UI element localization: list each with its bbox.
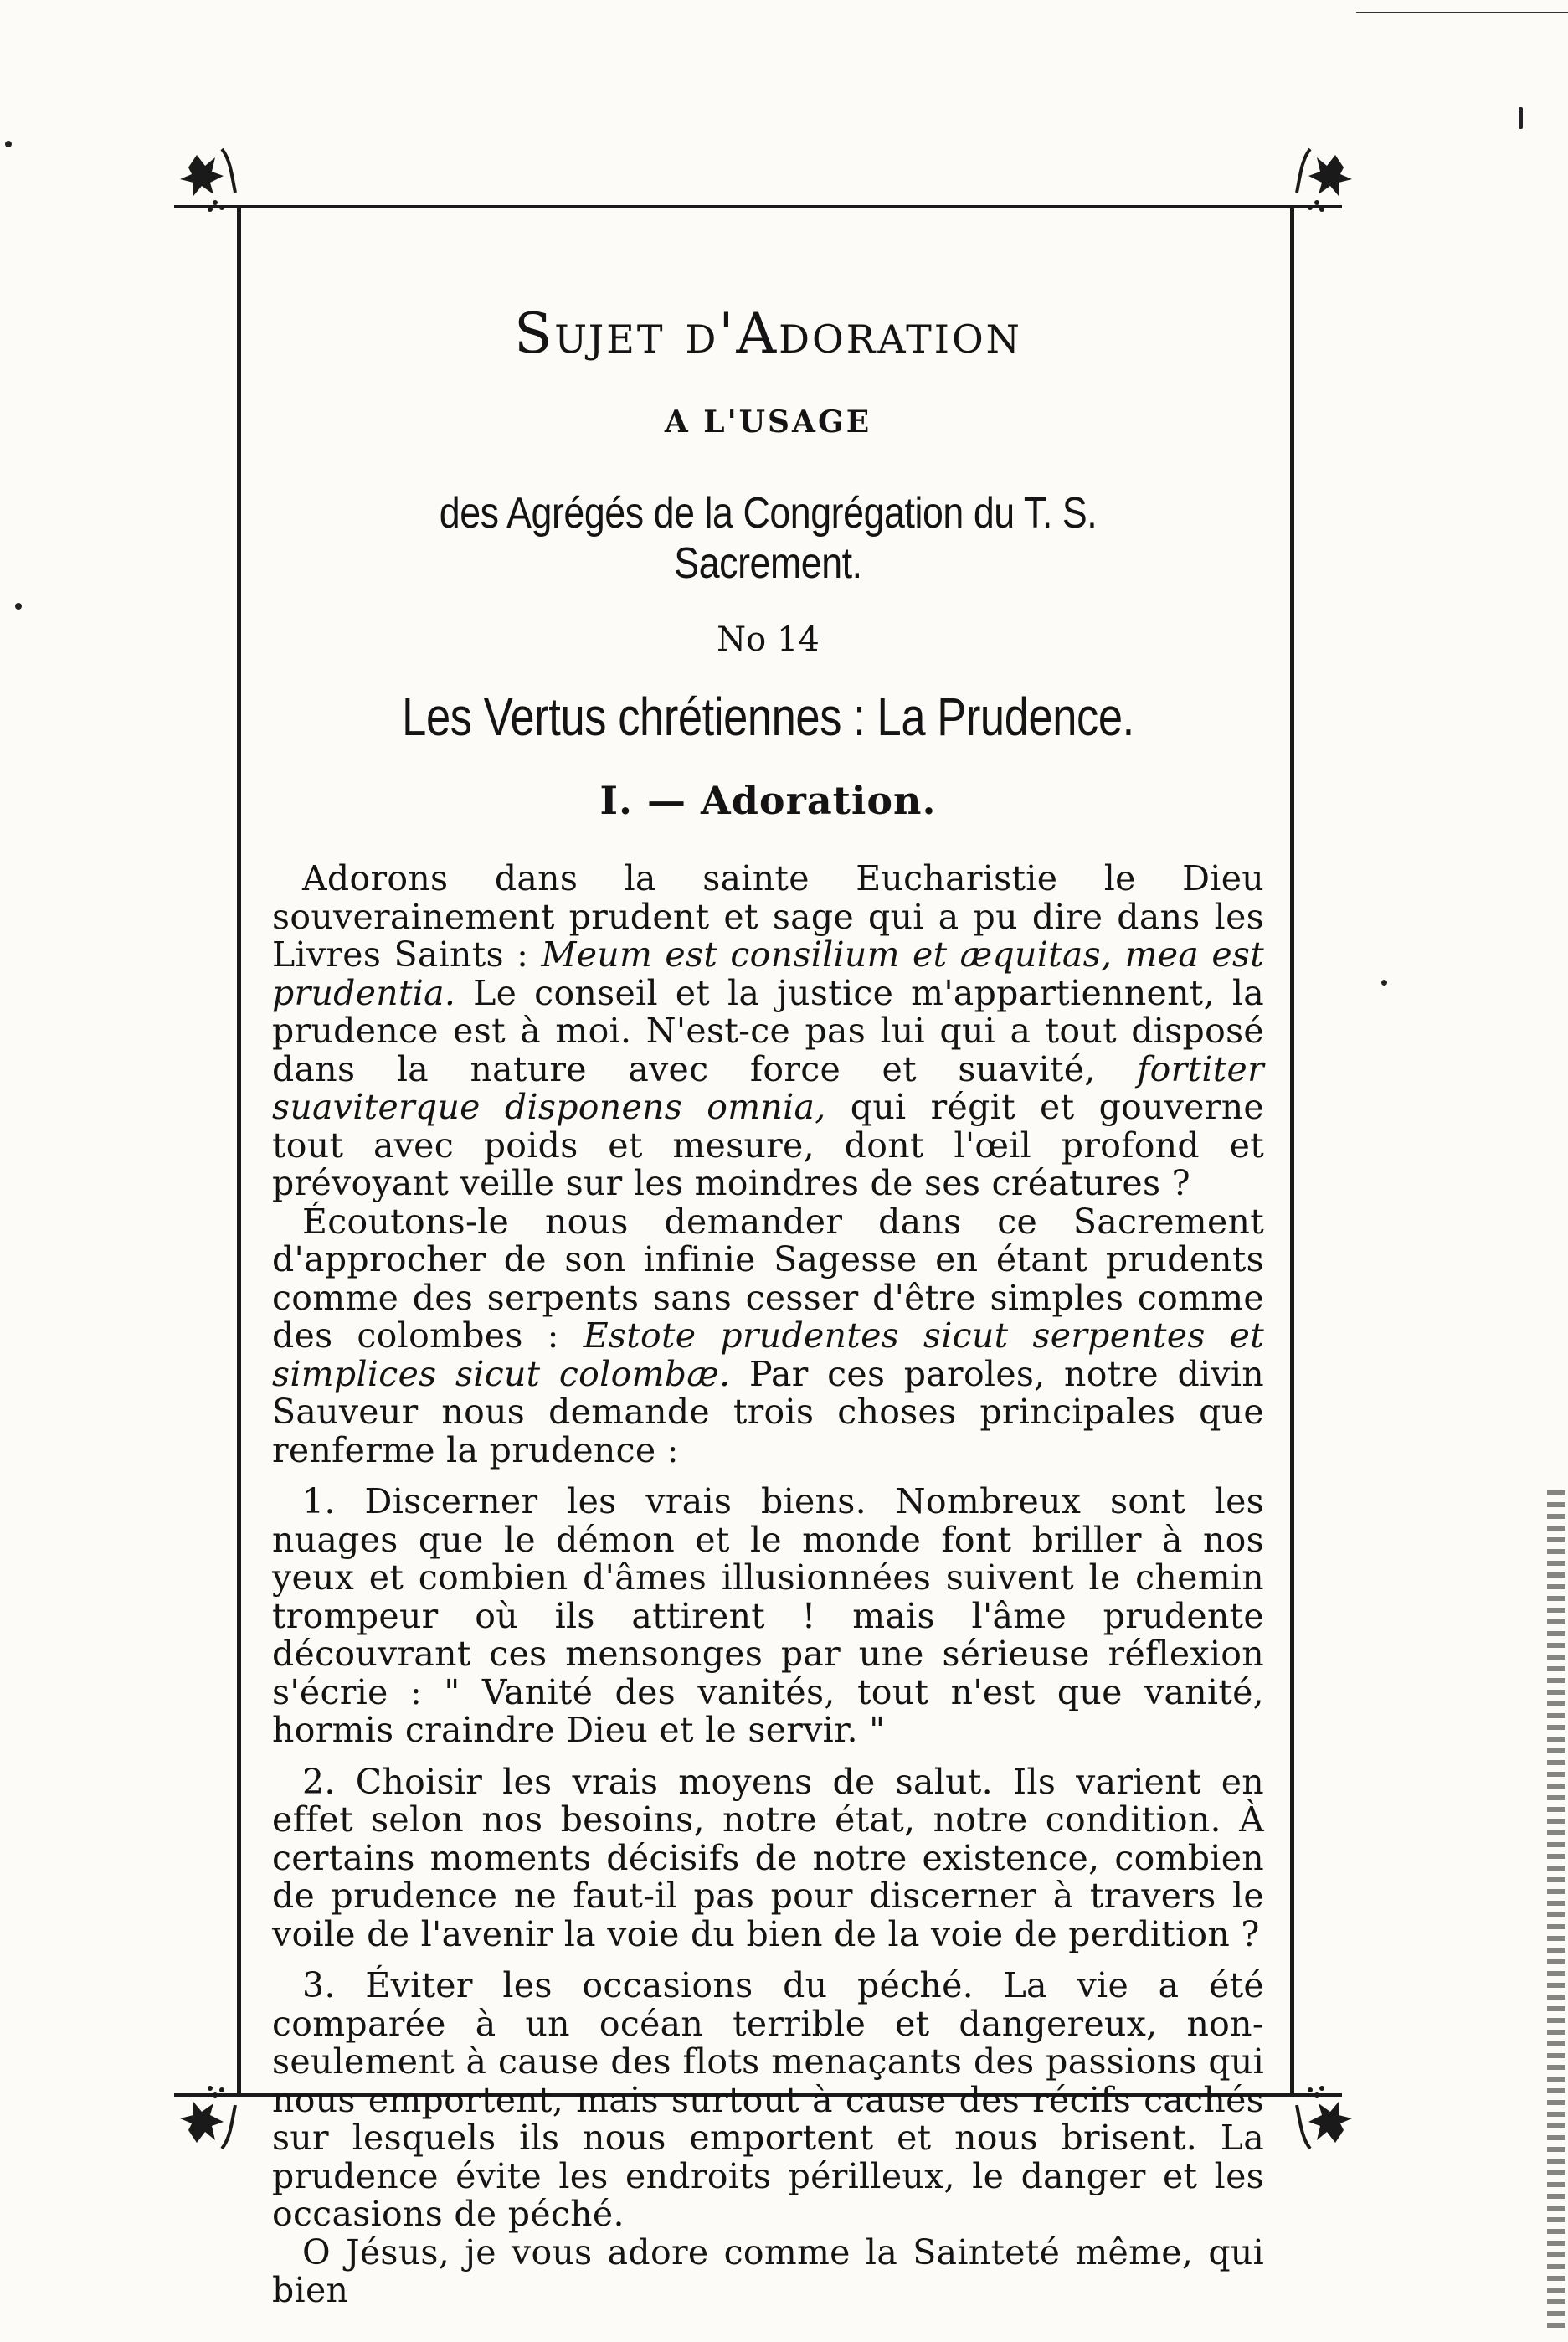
scan-speck	[15, 603, 22, 610]
scan-speck	[5, 141, 12, 147]
page-content	[272, 285, 1264, 2310]
issue-number: No 14	[717, 620, 820, 659]
vine-leaf-corner-icon	[1285, 142, 1360, 218]
scan-edge-artifact	[1547, 1490, 1565, 2328]
paragraph: Écoutons-le nous demander dans ce Sacrement d'approcher de son infinie Sagesse en étant prudents comme des serpents sans cesser d'être simples comme des colombes : Estote prudentes sicut serpentes et simplices sicut colombæ. Par ces paroles, notre divin Sauveur nous demande trois choses principales que renferme la prudence :	[272, 1201, 1265, 1470]
top-edge-rule	[1356, 12, 1568, 13]
paragraph: 2. Choisir les vrais moyens de salut. Ils varient en effet selon nos besoins, notre état, notre condition. À certains moments décisifs de notre existence, combien de prudence ne faut-il pas pour discerner à travers le voile de l'avenir la voie du bien de la voie de perdition ?	[272, 1761, 1264, 1954]
section-title: I. — Adoration.	[599, 778, 937, 823]
chapter-heading: Les Vertus chrétiennes : La Prudence.	[402, 687, 1134, 747]
vine-leaf-corner-icon	[172, 2080, 247, 2155]
scan-speck	[1519, 107, 1523, 129]
paragraph: 3. Éviter les occasions du péché. La vie a été comparée à un océan terrible et dangereux, non-seulement à cause des flots menaçants des passions qui nous emportent, mais surtout à cause des récifs cachés sur lesquels ils nous emportent et nous brisent. La prudence évite les endroits périlleux, le danger et les occasions de péché.	[272, 1965, 1264, 2234]
congregation-line: des Agrégés de la Congrégation du T. S. Sacrement.	[439, 489, 1098, 588]
scan-speck	[1381, 980, 1387, 986]
vine-leaf-corner-icon	[1285, 2080, 1360, 2155]
paragraph: 1. Discerner les vrais biens. Nombreux sont les nuages que le démon et le monde font briller à nos yeux et combien d'âmes illusionnées suivent le chemin trompeur où ils attirent ! mais l'âme prudente découvrant ces mensonges par une sérieuse réflexion s'écrie : " Vanité des vanités, tout n'est que vanité, hormis craindre Dieu et le servir. "	[272, 1481, 1264, 1750]
page-title: Sujet d'Adoration	[514, 301, 1022, 366]
page-subtitle: A L'USAGE	[664, 404, 872, 440]
vine-leaf-corner-icon	[172, 142, 247, 218]
paragraph: O Jésus, je vous adore comme la Sainteté même, qui bien	[272, 2231, 1264, 2310]
paragraph: Adorons dans la sainte Eucharistie le Dieu souverainement prudent et sage qui a pu dire dans les Livres Saints : Meum est consilium et æquitas, mea est prudentia. Le conseil et la justice m'appartiennent, la prudence est à moi. N'est-ce pas lui qui a tout disposé dans la nature avec force et suavité, fortiter suaviterque disponens omnia, qui régit et gouverne tout avec poids et mesure, dont l'œil profond et prévoyant veille sur les moindres de ses créatures ?	[272, 858, 1264, 1203]
